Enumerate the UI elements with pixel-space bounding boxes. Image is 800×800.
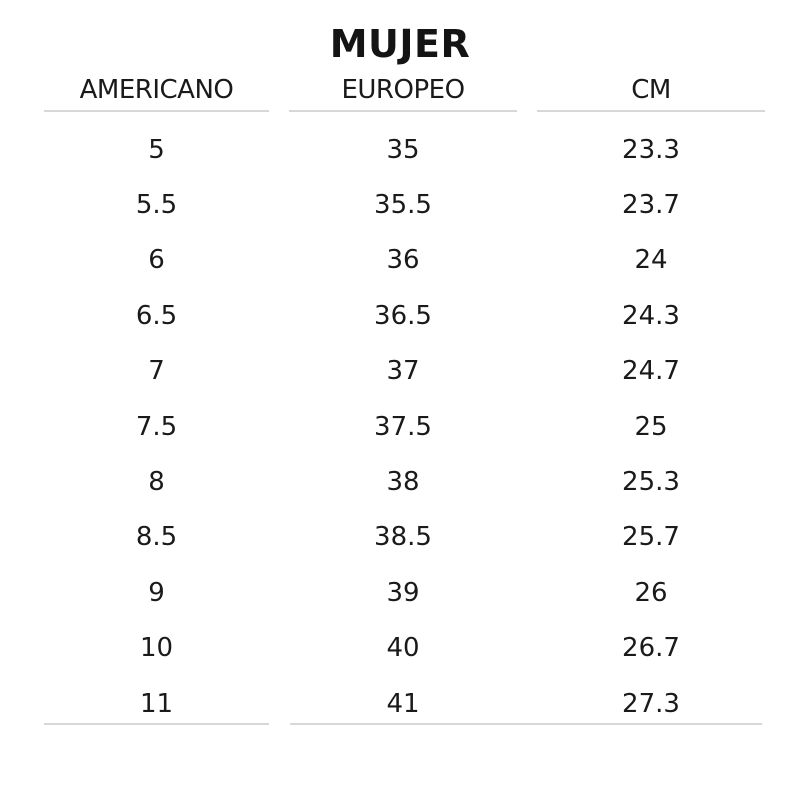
table-row <box>44 399 765 454</box>
table-row <box>44 565 765 620</box>
cell-americano: 6.5 <box>135 300 178 331</box>
column-header-americano: AMERICANO <box>44 70 269 112</box>
cell-cm: 26 <box>634 577 668 608</box>
cell-americano: 8.5 <box>135 522 178 553</box>
cell-americano: 5 <box>148 134 165 165</box>
cell-europeo: 38.5 <box>374 522 432 553</box>
cell-americano: 9 <box>148 577 165 608</box>
cell-cm: 27.3 <box>622 688 680 719</box>
table-row <box>44 122 765 177</box>
cell-americano: 7.5 <box>135 411 178 442</box>
cell-europeo: 35 <box>386 134 420 165</box>
table-row <box>44 177 765 232</box>
table-row <box>44 344 765 399</box>
table-row <box>44 288 765 343</box>
cell-cm: 25.7 <box>622 522 680 553</box>
cell-cm: 25 <box>634 411 668 442</box>
cell-cm: 25.3 <box>622 467 680 498</box>
table-bottom-border-col1 <box>44 723 269 725</box>
page-title: MUJER <box>329 22 471 66</box>
cell-cm: 26.7 <box>622 633 680 664</box>
column-header-cm: CM <box>537 70 765 112</box>
table-body <box>44 122 765 731</box>
cell-europeo: 38 <box>386 467 420 498</box>
cell-americano: 7 <box>148 356 165 387</box>
cell-europeo: 37.5 <box>374 411 432 442</box>
size-table-header <box>44 70 765 112</box>
cell-europeo: 37 <box>386 356 420 387</box>
column-header-europeo: EUROPEO <box>289 70 517 112</box>
cell-cm: 24.3 <box>622 300 680 331</box>
cell-americano: 10 <box>139 633 174 664</box>
table-row <box>44 233 765 288</box>
cell-europeo: 35.5 <box>374 190 432 221</box>
table-row <box>44 510 765 565</box>
cell-europeo: 41 <box>386 688 420 719</box>
cell-cm: 23.3 <box>622 134 680 165</box>
table-row <box>44 621 765 676</box>
cell-americano: 11 <box>139 688 174 719</box>
table-bottom-border-col2-col3 <box>290 723 762 725</box>
cell-europeo: 40 <box>386 633 420 664</box>
cell-americano: 5.5 <box>135 190 178 221</box>
cell-cm: 24 <box>634 245 668 276</box>
cell-europeo: 36 <box>386 245 420 276</box>
cell-americano: 8 <box>148 467 165 498</box>
cell-cm: 24.7 <box>622 356 680 387</box>
table-row <box>44 454 765 509</box>
cell-cm: 23.7 <box>622 190 680 221</box>
cell-americano: 6 <box>148 245 165 276</box>
cell-europeo: 39 <box>386 577 420 608</box>
cell-europeo: 36.5 <box>374 300 432 331</box>
